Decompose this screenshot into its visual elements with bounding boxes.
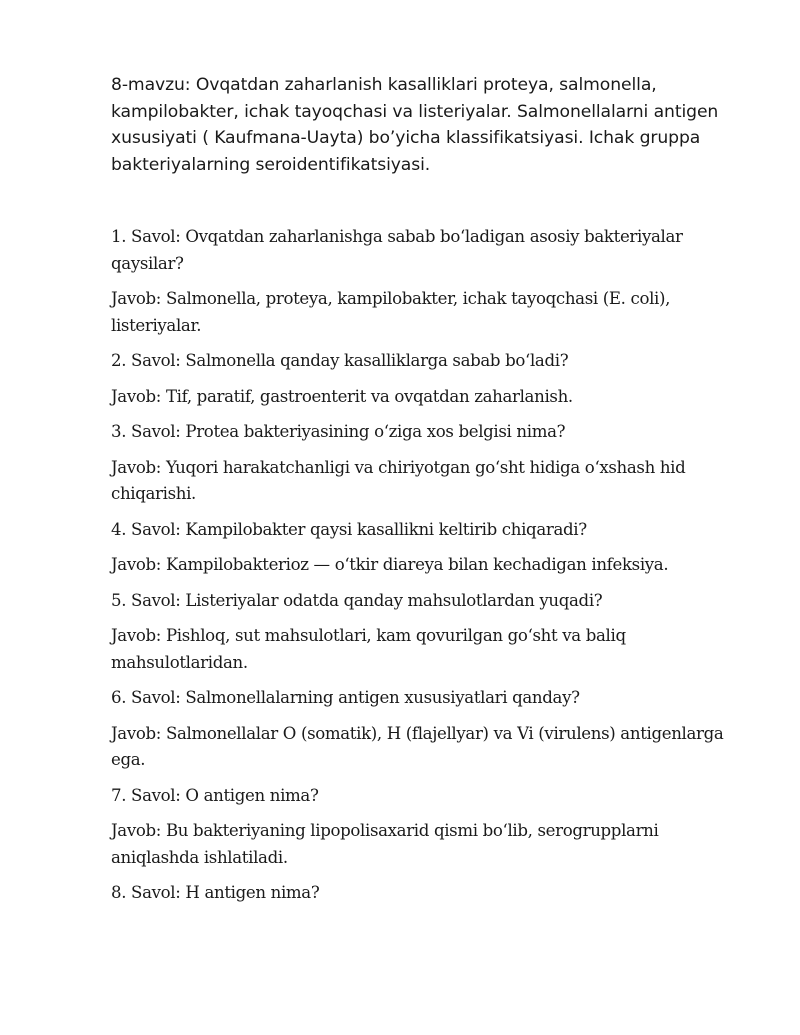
document-page — [111, 72, 741, 916]
answer-2: Javob: Tif, paratif, gastroenterit va ovqatdan zaharlanish. — [111, 386, 573, 406]
answer-5: Javob: Pishloq, sut mahsulotlari, kam qovurilgan goʻsht va baliq mahsulotlaridan. — [111, 626, 626, 672]
topic-heading: 8-mavzu: Ovqatdan zaharlanish kasalliklari proteya, salmonella, kampilobakter, ichak tayoqchasi va listeriyalar. Salmonellalarni antigen xususiyati ( Kaufmana-Uayta) bo’yicha klassifikatsiyasi. Ichak gruppa bakteriyalarning seroidentifikatsiyasi. — [111, 75, 719, 175]
answer-4: Javob: Kampilobakterioz — oʻtkir diareya bilan kechadigan infeksiya. — [111, 555, 669, 574]
question-4: 4. Savol: Kampilobakter qaysi kasallikni keltirib chiqaradi? — [111, 519, 587, 539]
question-1: 1. Savol: Ovqatdan zaharlanishga sabab boʻladigan asosiy bakteriyalar qaysilar? — [111, 227, 683, 273]
question-5: 5. Savol: Listeriyalar odatda qanday mahsulotlardan yuqadi? — [111, 590, 603, 610]
answer-7: Javob: Bu bakteriyaning lipopolisaxarid qismi boʻlib, serogrupplarni aniqlashda ishlatiladi. — [111, 821, 659, 867]
answer-1: Javob: Salmonella, proteya, kampilobakter, ichak tayoqchasi (E. coli), listeriyalar. — [111, 289, 671, 335]
question-7: 7. Savol: O antigen nima? — [111, 785, 319, 805]
question-8: 8. Savol: H antigen nima? — [111, 883, 320, 902]
question-2: 2. Savol: Salmonella qanday kasalliklarga sabab boʻladi? — [111, 351, 569, 370]
question-3: 3. Savol: Protea bakteriyasining oʻziga xos belgisi nima? — [111, 422, 566, 441]
answer-6: Javob: Salmonellalar O (somatik), H (flajellyar) va Vi (virulens) antigenlarga ega. — [111, 723, 724, 769]
answer-3: Javob: Yuqori harakatchanligi va chiriyotgan goʻsht hidiga oʻxshash hid chiqarishi. — [111, 457, 686, 503]
qa-list — [111, 224, 741, 907]
question-6: 6. Savol: Salmonellalarning antigen xususiyatlari qanday? — [111, 688, 580, 707]
